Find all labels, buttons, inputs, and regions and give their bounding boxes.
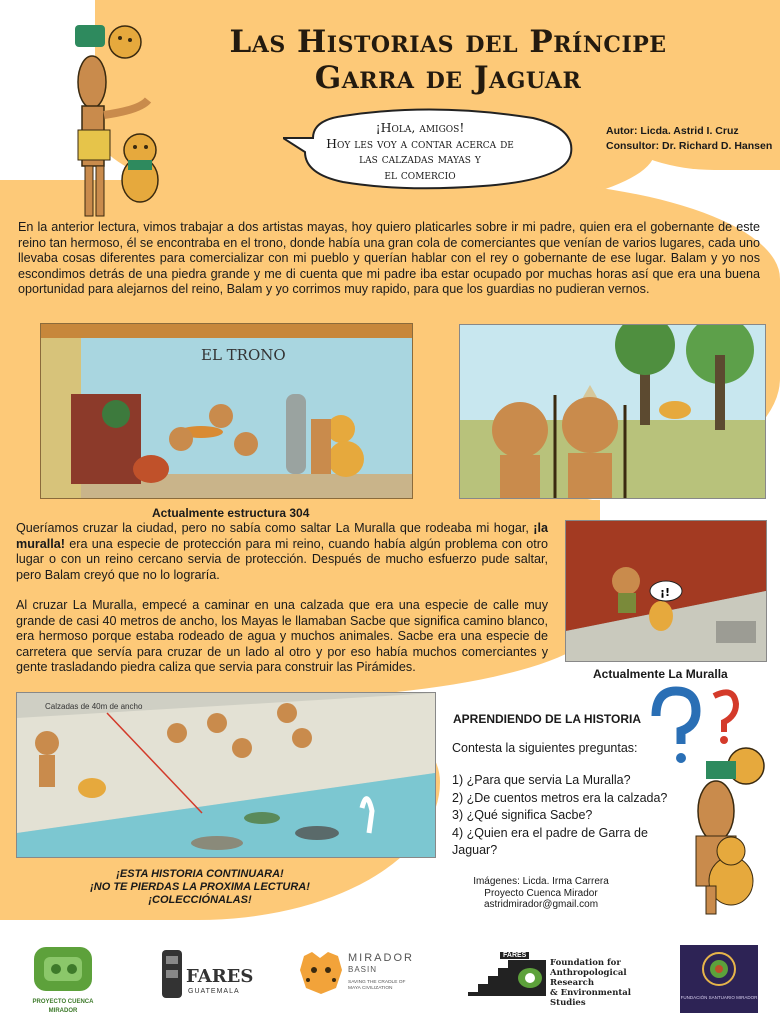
mirador-tagline: SAVING THE CRADLE OF MAYA CIVILIZATION	[348, 980, 406, 991]
image-credit-email: astridmirador@gmail.com	[483, 899, 599, 910]
story-paragraph-1	[16, 521, 548, 583]
continue-line-2: ¡NO TE PIERDAS LA PROXIMA LECTURA!	[90, 881, 310, 893]
author-credit: Autor: Licda. Astrid I. Cruz	[606, 125, 739, 137]
jaguar-head-icon	[296, 950, 346, 996]
question-item: 2) ¿De cuentos metros era la calzada?	[452, 790, 668, 805]
story-p1-start: Queríamos cruzar la ciudad, pero no sabía como saltar La Muralla que rodeaba mi hogar,	[16, 521, 534, 535]
logo-fares-guatemala	[160, 948, 254, 1008]
throne-label: EL TRONO	[201, 346, 286, 364]
sanctuary-emblem-icon	[680, 945, 758, 993]
image-credit-line-1: Imágenes: Licda. Irma Carrera	[473, 876, 609, 887]
image-credit-line-2: Proyecto Cuenca Mirador	[484, 887, 598, 899]
bubble-line-1: ¡Hola, amigos!	[375, 120, 465, 135]
speech-bubble-text	[300, 120, 540, 182]
logo-proyecto-cuenca-mirador	[28, 945, 98, 1014]
pcm-glyph-icon	[28, 945, 98, 993]
consultant-credit: Consultor: Dr. Richard D. Hansen	[606, 140, 773, 152]
intro-paragraph: En la anterior lectura, vimos trabajar a dos artistas mayas, hoy quiero platicarles sobre ir mi padre, quien era el gobernante de este reino tan hermoso, él se encontraba en el trono, donde había una gran cola de comerciantes que venían de varios lugares, cada uno llevaba cosas diferentes para comercializar con mi pueblo y querían hablar con el rey o gobernante de ese lugar. Balam y yo nos escondimos detrás de una piedra grande y me di cuenta que mi padre iba estar ocupado por muchas horas así que era una buena oportunidad para alejarnos del reino, Balam y yo corrimos muy rapido, para que los guardias no pudieran vernos.	[18, 220, 760, 297]
fsm-logo-text: FUNDACIÓN SANTUARIO MIRADOR	[680, 995, 758, 1000]
story-p1-end: era una especie de protección para mi reino, cuando había algún problema con otro lugar o con un reino cercano servia de protección. Después de mucho esfuerzo pude saltar, pero Balam creyó que no lo lograría.	[16, 536, 548, 582]
foundation-line-1: Foundation for	[550, 958, 621, 968]
questions-title: APRENDIENDO DE LA HISTORIA	[453, 712, 642, 726]
foundation-badge: FARES	[500, 952, 529, 959]
wall-caption: Actualmente La Muralla	[593, 667, 728, 681]
basin-logo-text: BASIN	[348, 965, 378, 974]
page-title	[178, 24, 718, 96]
logo-foundation-anthropological-research	[468, 952, 658, 1008]
fares-logo-subtext: GUATEMALA	[188, 988, 240, 995]
road-panel	[16, 692, 436, 858]
fares-glyph-icon	[160, 948, 184, 1000]
bubble-line-4: el comercio	[384, 166, 456, 182]
bubble-line-3: las calzadas mayas y	[359, 151, 481, 166]
continue-line-3: ¡COLECCIÓNALAS!	[148, 894, 252, 906]
continue-notice	[60, 868, 340, 907]
thinking-prince-illustration	[636, 686, 771, 916]
story-paragraph-2: Al cruzar La Muralla, empecé a caminar en una calzada que era una especie de calle muy grande de casi 40 metros de ancho, los Mayas le llamaban Sacbe que significa camino blanco, era hermoso porque estaba rodeado de agua y muchos animales. Sacbe era una especie de carretera que servía para cruzar de un lado al otro y por eso había muchos comerciantes y gente trasladando piedra caliza que servia para construir las Pirámides.	[16, 598, 548, 675]
question-item: 4) ¿Quien era el padre de Garra de Jaguar?	[452, 825, 648, 857]
question-item: 1) ¿Para que servia La Muralla?	[452, 773, 631, 787]
running-panel	[459, 324, 766, 499]
title-line-2: Garra de Jaguar	[314, 60, 582, 96]
question-item: 3) ¿Qué significa Sacbe?	[452, 808, 593, 822]
logo-mirador-basin	[296, 950, 416, 1000]
pcm-logo-text: PROYECTO CUENCA MIRADOR	[32, 999, 94, 1014]
image-credits	[466, 876, 616, 911]
title-line-1: Las Historias del Príncipe	[229, 24, 667, 60]
credits-block	[606, 124, 772, 154]
throne-panel	[40, 323, 413, 499]
foundation-line-3: & Environmental Studies	[550, 988, 632, 1008]
structure-caption: Actualmente estructura 304	[152, 506, 310, 520]
questions-intro: Contesta la siguientes preguntas:	[452, 741, 638, 755]
story-p1-bold: ¡la muralla!	[16, 521, 548, 551]
continue-line-1: ¡ESTA HISTORIA CONTINUARA!	[116, 868, 284, 880]
foundation-line-2: Anthropological Research	[550, 968, 627, 988]
logo-fundacion-santuario-mirador	[680, 945, 758, 1013]
road-label: Calzadas de 40m de ancho	[45, 702, 143, 711]
wall-exclaim: ¡!	[660, 586, 671, 599]
bubble-line-2: Hoy les voy a contar acerca de	[326, 135, 514, 151]
wall-panel	[565, 520, 767, 662]
fares-logo-text: FARES	[186, 966, 254, 987]
mirador-logo-text: MIRADOR	[348, 952, 414, 964]
prince-character-illustration	[30, 20, 180, 220]
